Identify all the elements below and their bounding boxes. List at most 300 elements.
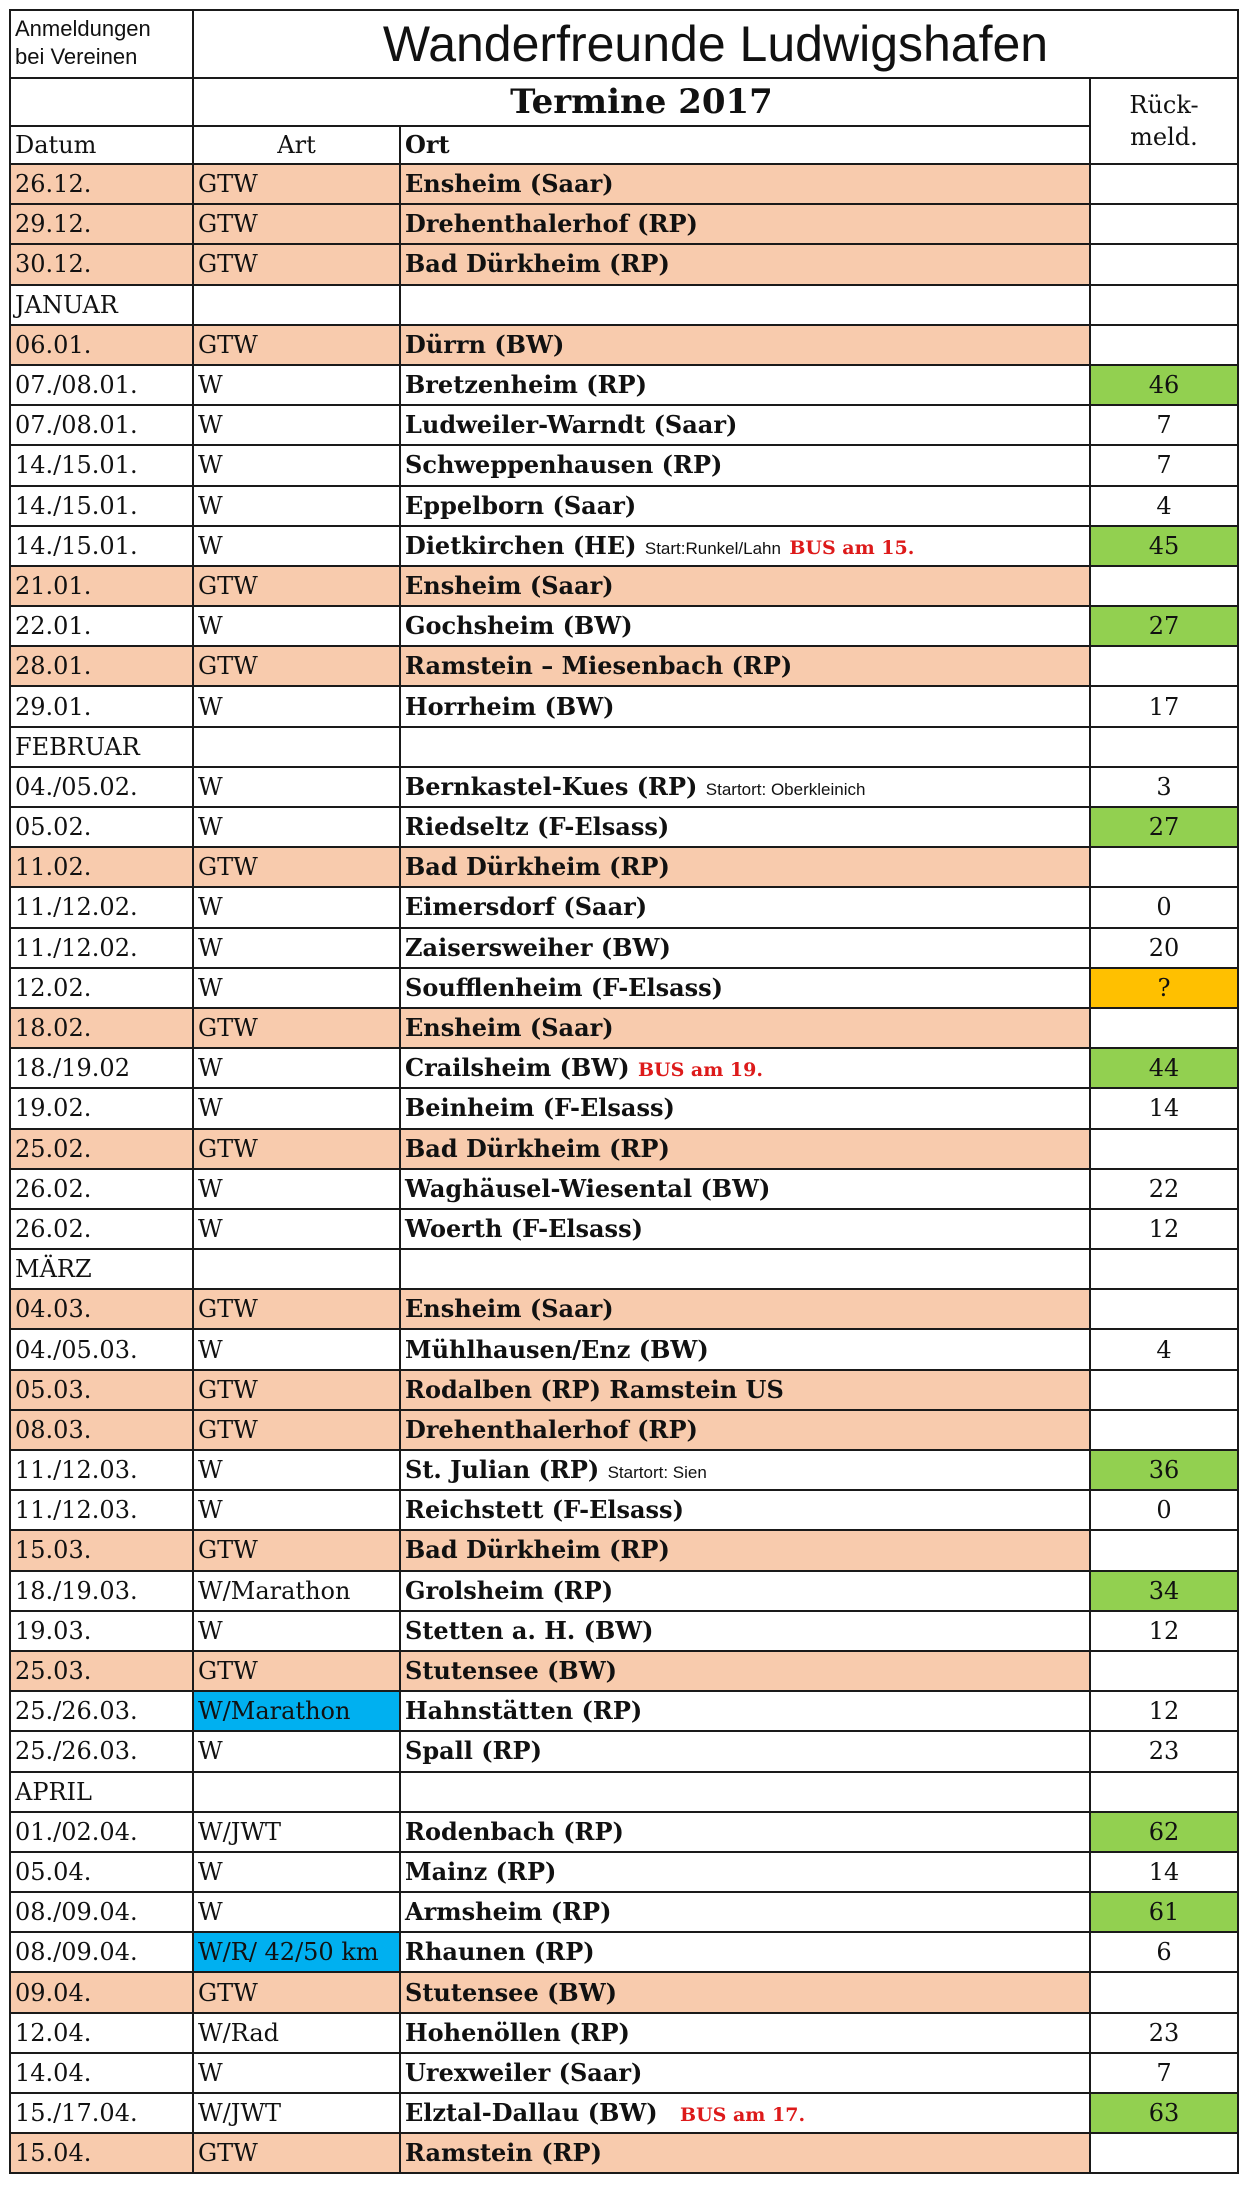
event-type: W (193, 686, 400, 726)
event-date: 30.12. (10, 244, 193, 284)
event-row (10, 646, 1238, 686)
event-type: GTW (193, 1410, 400, 1450)
month-row (10, 727, 1238, 767)
event-place-cell (400, 928, 1090, 968)
event-place-cell (400, 526, 1090, 566)
event-place: Dietkirchen (HE) (405, 530, 637, 560)
event-place-cell (400, 1932, 1090, 1972)
event-type: W/Marathon (193, 1571, 400, 1611)
event-type: GTW (193, 1289, 400, 1329)
column-header-date: Datum (10, 126, 193, 164)
event-place-cell (400, 1490, 1090, 1530)
event-place-cell (400, 606, 1090, 646)
event-date: 01./02.04. (10, 1812, 193, 1852)
event-type: W (193, 486, 400, 526)
event-place: Drehenthalerhof (RP) (405, 1414, 698, 1444)
feedback-count: 14 (1090, 1088, 1238, 1128)
event-date: 08.03. (10, 1410, 193, 1450)
month-label: MÄRZ (10, 1249, 193, 1289)
event-place: Dürrn (BW) (405, 329, 565, 359)
event-date: 28.01. (10, 646, 193, 686)
event-place-cell (400, 2133, 1090, 2173)
subtitle-row (10, 78, 1238, 126)
event-place-cell (400, 486, 1090, 526)
event-type: W (193, 887, 400, 927)
feedback-count: 23 (1090, 1731, 1238, 1771)
event-place: Eimersdorf (Saar) (405, 892, 648, 922)
event-date: 04.03. (10, 1289, 193, 1329)
event-row (10, 606, 1238, 646)
event-place: Stetten a. H. (BW) (405, 1615, 654, 1645)
column-header-place: Ort (400, 126, 1090, 164)
feedback-count (1090, 1972, 1238, 2012)
event-date: 14./15.01. (10, 486, 193, 526)
event-type: GTW (193, 164, 400, 204)
event-place-cell (400, 2093, 1090, 2133)
event-place-cell (400, 2013, 1090, 2053)
event-type: W/JWT (193, 2093, 400, 2133)
event-type: GTW (193, 1370, 400, 1410)
event-type: W (193, 606, 400, 646)
event-row (10, 847, 1238, 887)
event-date: 12.04. (10, 2013, 193, 2053)
event-place-cell (400, 1571, 1090, 1611)
event-type: W (193, 807, 400, 847)
event-row (10, 1691, 1238, 1731)
event-row (10, 1731, 1238, 1771)
feedback-count: 14 (1090, 1852, 1238, 1892)
event-place-cell (400, 1691, 1090, 1731)
event-place: Bretzenheim (RP) (405, 370, 647, 400)
event-place: Ensheim (Saar) (405, 169, 614, 199)
month-row (10, 285, 1238, 325)
event-row (10, 2093, 1238, 2133)
registration-label-line2: bei Vereinen (15, 43, 138, 69)
event-place: St. Julian (RP) (405, 1455, 600, 1485)
event-type: W (193, 365, 400, 405)
event-row (10, 1450, 1238, 1490)
event-place: Armsheim (RP) (405, 1897, 612, 1927)
event-type: W (193, 445, 400, 485)
feedback-count (1090, 1370, 1238, 1410)
event-place-cell (400, 1731, 1090, 1771)
event-place-cell (400, 1972, 1090, 2012)
event-type: W (193, 526, 400, 566)
event-type: W (193, 1088, 400, 1128)
feedback-count (1090, 244, 1238, 284)
event-type: GTW (193, 2133, 400, 2173)
event-date: 18./19.02 (10, 1048, 193, 1088)
event-date: 07./08.01. (10, 365, 193, 405)
event-place-cell (400, 807, 1090, 847)
event-place: Stutensee (BW) (405, 1656, 618, 1686)
event-type: GTW (193, 244, 400, 284)
event-place: Ensheim (Saar) (405, 1013, 614, 1043)
feedback-count: 12 (1090, 1209, 1238, 1249)
event-date: 04./05.02. (10, 767, 193, 807)
feedback-count: 20 (1090, 928, 1238, 968)
event-date: 05.04. (10, 1852, 193, 1892)
event-place-cell (400, 1209, 1090, 1249)
event-row (10, 968, 1238, 1008)
event-date: 29.01. (10, 686, 193, 726)
event-place: Bad Dürkheim (RP) (405, 249, 670, 279)
feedback-count (1090, 164, 1238, 204)
feedback-count: 45 (1090, 526, 1238, 566)
event-place: Ludweiler-Warndt (Saar) (405, 410, 738, 440)
event-row (10, 405, 1238, 445)
feedback-header-line2: meld. (1130, 123, 1198, 152)
event-row (10, 2013, 1238, 2053)
feedback-count: 7 (1090, 405, 1238, 445)
event-row (10, 807, 1238, 847)
feedback-count: 61 (1090, 1892, 1238, 1932)
event-type: W (193, 1611, 400, 1651)
event-row (10, 365, 1238, 405)
event-row (10, 1892, 1238, 1932)
event-place: Ramstein (RP) (405, 2138, 602, 2168)
event-place: Bad Dürkheim (RP) (405, 1133, 670, 1163)
event-date: 08./09.04. (10, 1892, 193, 1932)
feedback-count (1090, 2133, 1238, 2173)
feedback-count: 0 (1090, 1490, 1238, 1530)
bus-note: BUS am 15. (789, 536, 915, 559)
event-place: Rodenbach (RP) (405, 1816, 624, 1846)
event-date: 18.02. (10, 1008, 193, 1048)
empty-cell (193, 285, 400, 325)
event-place: Eppelborn (Saar) (405, 490, 637, 520)
event-place: Elztal-Dallau (BW) (405, 2098, 658, 2128)
event-row (10, 686, 1238, 726)
event-place: Grolsheim (RP) (405, 1575, 614, 1605)
page-subtitle: Termine 2017 (193, 78, 1090, 126)
event-place: Hahnstätten (RP) (405, 1696, 643, 1726)
empty-cell (193, 1249, 400, 1289)
feedback-count: 36 (1090, 1450, 1238, 1490)
event-row (10, 325, 1238, 365)
empty-cell (1090, 1249, 1238, 1289)
feedback-header-line1: Rück- (1129, 91, 1199, 119)
event-place: Urexweiler (Saar) (405, 2057, 643, 2087)
event-row (10, 526, 1238, 566)
event-type: GTW (193, 325, 400, 365)
event-type: W (193, 1329, 400, 1369)
feedback-count (1090, 1008, 1238, 1048)
event-row (10, 1812, 1238, 1852)
event-place-cell (400, 847, 1090, 887)
empty-cell (1090, 727, 1238, 767)
feedback-count: 12 (1090, 1691, 1238, 1731)
month-row (10, 1772, 1238, 1812)
month-label: FEBRUAR (10, 727, 193, 767)
event-row (10, 1410, 1238, 1450)
event-place-cell (400, 646, 1090, 686)
event-type: W/JWT (193, 1812, 400, 1852)
event-place: Gochsheim (BW) (405, 611, 633, 641)
feedback-count: 3 (1090, 767, 1238, 807)
event-date: 11./12.03. (10, 1490, 193, 1530)
event-type: W (193, 968, 400, 1008)
event-type: W/Rad (193, 2013, 400, 2053)
registration-label-line1: Anmeldungen (15, 16, 151, 41)
column-header-type: Art (193, 126, 400, 164)
feedback-count: 4 (1090, 1329, 1238, 1369)
event-date: 12.02. (10, 968, 193, 1008)
feedback-count: 0 (1090, 887, 1238, 927)
event-place-cell (400, 1651, 1090, 1691)
event-place: Soufflenheim (F-Elsass) (405, 972, 724, 1002)
event-place-cell (400, 1410, 1090, 1450)
event-place: Spall (RP) (405, 1736, 542, 1766)
event-place: Mainz (RP) (405, 1856, 557, 1886)
empty-cell (1090, 285, 1238, 325)
event-type: GTW (193, 204, 400, 244)
event-type: W (193, 928, 400, 968)
event-date: 25./26.03. (10, 1731, 193, 1771)
event-date: 14./15.01. (10, 526, 193, 566)
registration-label (10, 10, 193, 78)
empty-cell (1090, 1772, 1238, 1812)
event-place-cell (400, 1530, 1090, 1570)
event-row (10, 1490, 1238, 1530)
event-date: 15.03. (10, 1530, 193, 1570)
event-place-cell (400, 887, 1090, 927)
event-place: Crailsheim (BW) (405, 1053, 630, 1083)
feedback-count: ? (1090, 968, 1238, 1008)
feedback-count: 27 (1090, 606, 1238, 646)
feedback-header (1090, 78, 1238, 164)
feedback-count (1090, 1410, 1238, 1450)
event-type: GTW (193, 1972, 400, 2012)
event-type: GTW (193, 646, 400, 686)
feedback-count (1090, 1289, 1238, 1329)
event-place: Stutensee (BW) (405, 1977, 618, 2007)
event-date: 11./12.02. (10, 928, 193, 968)
event-row (10, 2133, 1238, 2173)
month-label: JANUAR (10, 285, 193, 325)
event-type: W (193, 405, 400, 445)
event-date: 04./05.03. (10, 1329, 193, 1369)
event-place: Bernkastel-Kues (RP) (405, 771, 698, 801)
feedback-count: 63 (1090, 2093, 1238, 2133)
event-place: Ramstein – Miesenbach (RP) (405, 651, 793, 681)
event-place-cell (400, 1450, 1090, 1490)
event-place-cell (400, 405, 1090, 445)
event-row (10, 1571, 1238, 1611)
event-place: Woerth (F-Elsass) (405, 1213, 643, 1243)
event-place-cell (400, 1169, 1090, 1209)
event-type: W (193, 2053, 400, 2093)
event-date: 21.01. (10, 566, 193, 606)
event-date: 18./19.03. (10, 1571, 193, 1611)
feedback-count: 6 (1090, 1932, 1238, 1972)
event-place: Bad Dürkheim (RP) (405, 1535, 670, 1565)
event-place-cell (400, 1008, 1090, 1048)
feedback-count: 34 (1090, 1571, 1238, 1611)
event-row (10, 1972, 1238, 2012)
feedback-count: 17 (1090, 686, 1238, 726)
event-place: Rhaunen (RP) (405, 1937, 595, 1967)
event-type: W (193, 1852, 400, 1892)
event-date: 29.12. (10, 204, 193, 244)
empty-cell (400, 1249, 1090, 1289)
event-place: Rodalben (RP) Ramstein US (405, 1374, 784, 1404)
event-date: 15./17.04. (10, 2093, 193, 2133)
event-date: 25.03. (10, 1651, 193, 1691)
event-type: GTW (193, 566, 400, 606)
event-place: Riedseltz (F-Elsass) (405, 812, 670, 842)
event-type: GTW (193, 1530, 400, 1570)
event-type: GTW (193, 847, 400, 887)
event-place: Zaisersweiher (BW) (405, 932, 671, 962)
event-type: W (193, 1892, 400, 1932)
event-type: W/Marathon (193, 1691, 400, 1731)
page-title: Wanderfreunde Ludwigshafen (193, 10, 1238, 78)
event-type: W (193, 1490, 400, 1530)
event-date: 19.03. (10, 1611, 193, 1651)
bus-note: BUS am 17. (680, 2104, 806, 2127)
empty-cell (193, 1772, 400, 1812)
feedback-count: 12 (1090, 1611, 1238, 1651)
feedback-count: 4 (1090, 486, 1238, 526)
event-row (10, 767, 1238, 807)
event-date: 26.02. (10, 1209, 193, 1249)
event-date: 05.02. (10, 807, 193, 847)
event-place-cell (400, 686, 1090, 726)
feedback-count (1090, 204, 1238, 244)
event-row (10, 887, 1238, 927)
event-type: GTW (193, 1008, 400, 1048)
feedback-count (1090, 566, 1238, 606)
event-place-cell (400, 244, 1090, 284)
event-note: Start:Runkel/Lahn (644, 538, 781, 558)
feedback-count: 44 (1090, 1048, 1238, 1088)
month-label: APRIL (10, 1772, 193, 1812)
event-row (10, 1088, 1238, 1128)
event-date: 05.03. (10, 1370, 193, 1410)
feedback-count: 22 (1090, 1169, 1238, 1209)
column-header-row (10, 126, 1238, 164)
event-place-cell (400, 365, 1090, 405)
event-place-cell (400, 1611, 1090, 1651)
event-type: W (193, 1048, 400, 1088)
event-place-cell (400, 445, 1090, 485)
event-row (10, 1129, 1238, 1169)
event-place: Waghäusel-Wiesental (BW) (405, 1173, 771, 1203)
event-place-cell (400, 2053, 1090, 2093)
empty-cell (400, 285, 1090, 325)
event-type: W (193, 1209, 400, 1249)
event-row (10, 1329, 1238, 1369)
event-type: W/R/ 42/50 km (193, 1932, 400, 1972)
feedback-count (1090, 646, 1238, 686)
empty-cell (400, 1772, 1090, 1812)
event-row (10, 486, 1238, 526)
event-type: GTW (193, 1129, 400, 1169)
event-date: 09.04. (10, 1972, 193, 2012)
event-date: 11./12.03. (10, 1450, 193, 1490)
event-place: Beinheim (F-Elsass) (405, 1093, 675, 1123)
empty-cell (193, 727, 400, 767)
event-place: Ensheim (Saar) (405, 570, 614, 600)
event-type: GTW (193, 1651, 400, 1691)
feedback-count (1090, 847, 1238, 887)
event-date: 11./12.02. (10, 887, 193, 927)
event-row (10, 1852, 1238, 1892)
event-date: 14./15.01. (10, 445, 193, 485)
event-row (10, 566, 1238, 606)
event-row (10, 928, 1238, 968)
event-date: 07./08.01. (10, 405, 193, 445)
event-row (10, 1008, 1238, 1048)
feedback-count: 62 (1090, 1812, 1238, 1852)
event-place-cell (400, 1129, 1090, 1169)
event-date: 25./26.03. (10, 1691, 193, 1731)
event-date: 25.02. (10, 1129, 193, 1169)
event-row (10, 1048, 1238, 1088)
event-place-cell (400, 767, 1090, 807)
event-date: 19.02. (10, 1088, 193, 1128)
event-row (10, 2053, 1238, 2093)
feedback-count: 7 (1090, 2053, 1238, 2093)
event-place: Bad Dürkheim (RP) (405, 852, 670, 882)
event-date: 22.01. (10, 606, 193, 646)
event-place-cell (400, 1812, 1090, 1852)
event-place: Horrheim (BW) (405, 691, 615, 721)
event-row (10, 1289, 1238, 1329)
event-row (10, 1530, 1238, 1570)
event-type: W (193, 1731, 400, 1771)
event-type: W (193, 767, 400, 807)
event-place-cell (400, 968, 1090, 1008)
event-date: 11.02. (10, 847, 193, 887)
event-place-cell (400, 1048, 1090, 1088)
event-note: Startort: Oberkleinich (705, 779, 866, 799)
event-place-cell (400, 566, 1090, 606)
feedback-count (1090, 1129, 1238, 1169)
event-date: 06.01. (10, 325, 193, 365)
event-row (10, 1169, 1238, 1209)
event-place-cell (400, 1370, 1090, 1410)
feedback-count: 46 (1090, 365, 1238, 405)
event-row (10, 1932, 1238, 1972)
event-place: Ensheim (Saar) (405, 1294, 614, 1324)
event-place-cell (400, 1892, 1090, 1932)
event-row (10, 244, 1238, 284)
event-place-cell (400, 1852, 1090, 1892)
event-row (10, 1370, 1238, 1410)
event-note: Startort: Sien (607, 1463, 707, 1483)
event-date: 08./09.04. (10, 1932, 193, 1972)
event-place: Drehenthalerhof (RP) (405, 209, 698, 239)
feedback-count (1090, 1530, 1238, 1570)
event-place-cell (400, 325, 1090, 365)
event-place-cell (400, 204, 1090, 244)
event-row (10, 445, 1238, 485)
event-date: 14.04. (10, 2053, 193, 2093)
event-date: 15.04. (10, 2133, 193, 2173)
event-place: Schweppenhausen (RP) (405, 450, 723, 480)
event-row (10, 164, 1238, 204)
feedback-count (1090, 1651, 1238, 1691)
event-type: W (193, 1450, 400, 1490)
event-place-cell (400, 1289, 1090, 1329)
bus-note: BUS am 19. (637, 1059, 763, 1082)
events-table (9, 9, 1239, 2174)
feedback-count (1090, 325, 1238, 365)
feedback-count: 27 (1090, 807, 1238, 847)
empty-cell (400, 727, 1090, 767)
